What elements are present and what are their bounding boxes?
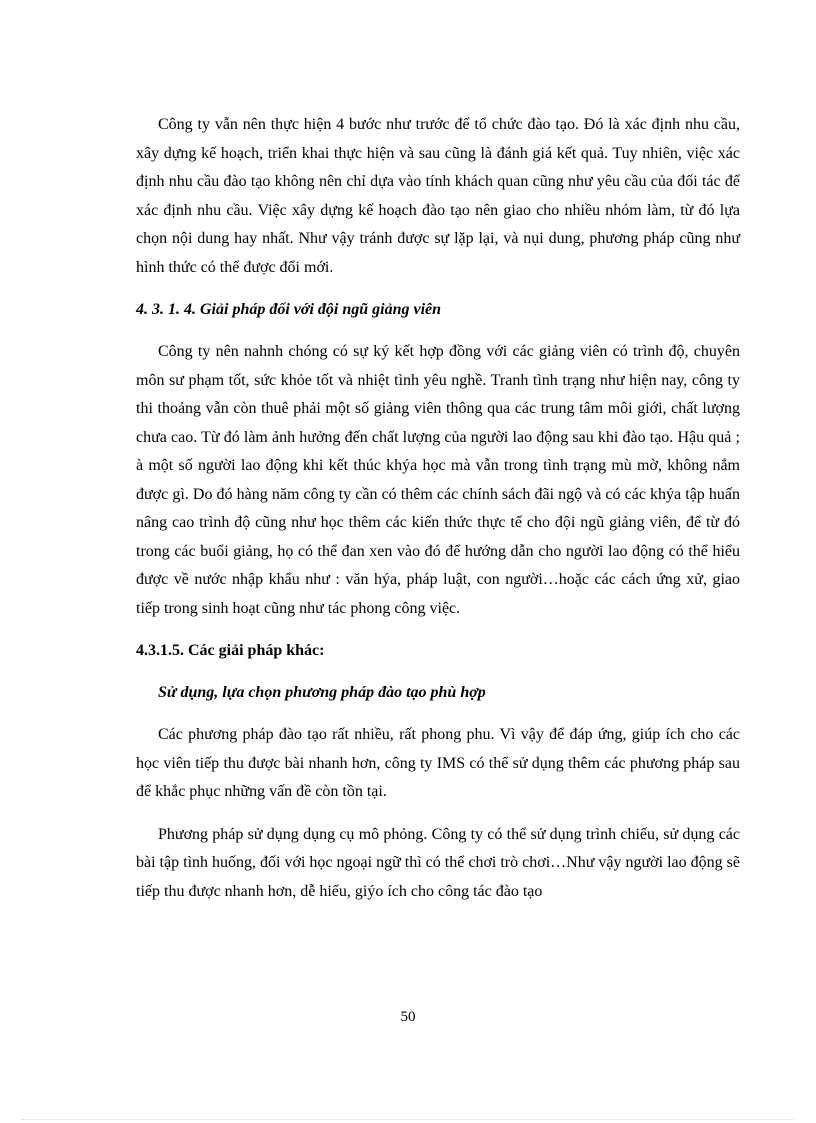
paragraph-training-steps: Công ty vẫn nên thực hiện 4 bước như trước để tổ chức đào tạo. Đó là xác định nhu cầu, xây dựng kế hoạch, triển khai thực hiện và sau cũng là đánh giá kết quả. Tuy nhiên, việc xác định nhu cầu đào tạo không nên chỉ dựa vào tính khách quan cũng như yêu cầu của đối tác để xác định nhu cầu. Việc xây dựng kế hoạch đào tạo nên giao cho nhiều nhóm làm, từ đó lựa chọn nội dung hay nhất. Như vậy tránh được sự lặp lại, và nụi dung, phương pháp cũng như hình thức có thể được đổi mới. [136, 116, 740, 276]
subheading-training-methods: Sử dụng, lựa chọn phương pháp đào tạo phù hợp [158, 684, 486, 701]
section-heading-other-solutions: 4.3.1.5. Các giải pháp khác: [136, 642, 325, 659]
page-content [136, 111, 740, 920]
paragraph-methods: Các phương pháp đào tạo rất nhiều, rất phong phu. Vì vậy để đáp ứng, giúp ích cho các học viên tiếp thu được bài nhanh hơn, công ty IMS có thể sử dụng thêm các phương pháp sau để khắc phục những vấn đề còn tồn tại. [136, 726, 740, 800]
page-number: 50 [400, 1009, 416, 1025]
section-heading-lecturers: 4. 3. 1. 4. Giải pháp đối với đội ngũ giảng viên [136, 301, 442, 318]
page-bottom-divider [22, 1119, 794, 1120]
paragraph-simulation: Phương pháp sử dụng dụng cụ mô phỏng. Công ty có thể sử dụng trình chiếu, sử dụng các bài tập tình huống, đối với học ngoại ngữ thì có thể chơi trò chơi…Như vậy người lao động sẽ tiếp thu được nhanh hơn, dễ hiểu, giýo ích cho công tác đào tạo [136, 825, 740, 900]
paragraph-lecturers: Công ty nên nahnh chóng có sự ký kết hợp đồng với các giảng viên có trình độ, chuyên môn sư phạm tốt, sức khỏe tốt và nhiệt tình yêu nghề. Tranh tình trạng như hiện nay, công ty thi thoảng vẫn còn thuê phải một số giảng viên thông qua các trung tâm môi giới, chất lượng chưa cao. Từ đó làm ảnh hưởng đến chất lượng của người lao động sau khi đào tạo. Hậu quả ; à một số người lao động khi kết thúc khýa học mà vẫn trong tình trạng mù mờ, không nắm được gì. Do đó hàng năm công ty cần có thêm các chính sách đãi ngộ và có các khýa tập huấn nâng cao trình độ cũng như học thêm các kiến thức thực tế cho đội ngũ giảng viên, để từ đó trong các buổi giảng, họ có thể đan xen vào đó để hướng dẫn cho người lao động có thể hiểu được về nước nhập khẩu như : văn hýa, pháp luật, con người…hoặc các cách ứng xử, giao tiếp trong sinh hoạt cũng như tác phong công việc. [136, 343, 740, 617]
